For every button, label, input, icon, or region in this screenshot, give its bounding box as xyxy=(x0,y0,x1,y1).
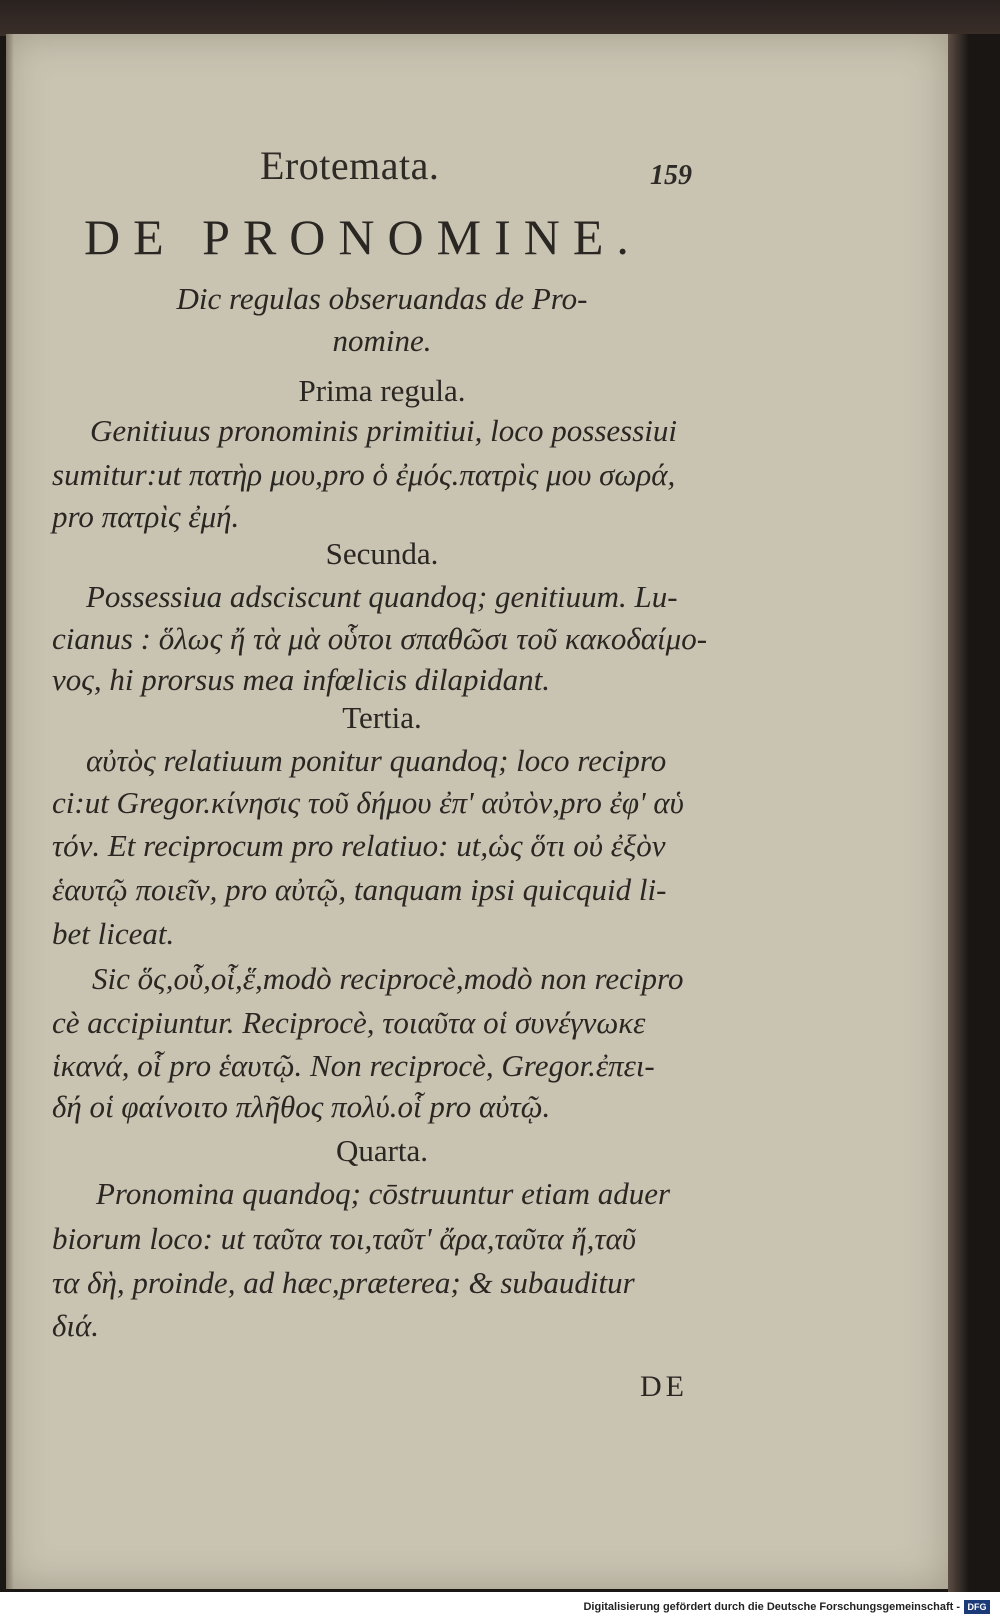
section-line: τα δὴ, proinde, ad hæc,præterea; & subauditur xyxy=(52,1265,635,1300)
section-line: ci:ut Gregor.κίνησις τοῦ δήμου ἐπ' αὐτὸν,pro ἐφ' αὑ xyxy=(52,785,684,820)
section-line: Pronomina quandoq; cōstruuntur etiam aduer xyxy=(96,1176,671,1211)
page-number: 159 xyxy=(650,160,692,191)
catchword: DE xyxy=(640,1370,688,1403)
dfg-logo: DFG xyxy=(964,1600,990,1614)
section-line: Possessiua adsciscunt quandoq; genitiuum. Lu- xyxy=(86,579,678,614)
section-line: Sic ὅς,οὗ,οἷ,ἕ,modò reciprocè,modò non recipro xyxy=(92,961,684,996)
section-heading-quarta: Quarta. xyxy=(335,1133,429,1168)
section-line: biorum loco: ut ταῦτα τοι,ταῦτ' ἄρα,ταῦτα ἤ,ταῦ xyxy=(52,1221,636,1256)
page-shadow-edge xyxy=(948,34,1000,1594)
section-line: sumitur:ut πατὴρ μου,pro ὁ ἐμός.πατρὶς μου σωρά, xyxy=(52,457,676,492)
section-line: cianus : ὅλως ἤ τὰ μὰ οὗτοι σπαθῶσι τοῦ κακοδαίμο- xyxy=(52,621,708,656)
section-line: διά. xyxy=(52,1308,100,1343)
footer-credit: Digitalisierung gefördert durch die Deutsche Forschungsgemeinschaft - xyxy=(583,1601,960,1613)
section-line: αὐτὸς relatiuum ponitur quandoq; loco recipro xyxy=(86,743,667,778)
section-heading-secunda: Secunda. xyxy=(325,536,439,571)
question-line-2: nomine. xyxy=(332,323,432,358)
section-heading-tertia: Tertia. xyxy=(342,700,422,735)
section-line: νος, hi prorsus mea infœlicis dilapidant. xyxy=(52,662,550,697)
section-line: ἑαυτῷ ποιεῖν, pro αὐτῷ, tanquam ipsi quicquid li- xyxy=(52,872,667,907)
chapter-title: DE PRONOMINE. xyxy=(84,209,642,265)
section-line: τόν. Et reciprocum pro relatiuo: ut,ὡς ὅτι οὐ ἐξὸν xyxy=(52,828,666,863)
section-line: ἱκανά, οἷ pro ἑαυτῷ. Non reciprocè, Gregor.ἐπει- xyxy=(52,1048,655,1083)
section-line: δή οἱ φαίνοιτο πλῆθος πολύ.οἷ pro αὐτῷ. xyxy=(52,1089,551,1124)
section-line: pro πατρὶς ἐμή. xyxy=(52,499,240,534)
section-line: bet liceat. xyxy=(52,916,175,951)
scan-top-edge xyxy=(0,0,1000,36)
running-head: Erotemata. xyxy=(260,143,440,188)
section-line: Genitiuus pronominis primitiui, loco possessiui xyxy=(90,413,678,448)
section-heading-prima: Prima regula. xyxy=(298,373,466,408)
question-line-1: Dic regulas obseruandas de Pro- xyxy=(176,281,588,316)
section-line: cè accipiuntur. Reciprocè, τοιαῦτα οἱ συνέγνωκε xyxy=(52,1005,646,1040)
